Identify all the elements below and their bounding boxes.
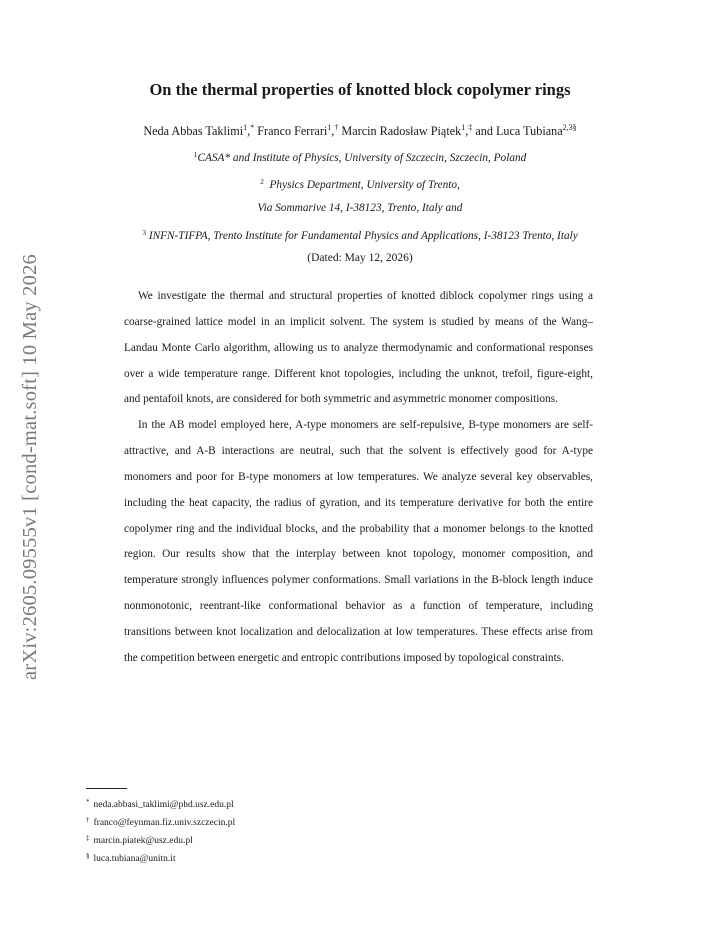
affiliation-number: 1 (193, 150, 198, 159)
footnote-email-link[interactable]: neda.abbasi_taklimi@phd.usz.edu.pl (93, 800, 234, 810)
author-footnote-mark: * (250, 123, 255, 132)
abstract-paragraph: In the AB model employed here, A-type monomers are self-repulsive, B-type monomers are self-attractive, and A-B interactions are neutral, such that the solvent is effectively good for A-type monomers and poor for B-type monomers at low temperatures. We analyze several key observables, including the heat capacity, the radius of gyration, and its temperature derivative for both the entire copolymer ring and the individual blocks, and the probability that a monomer belongs to the knotted region. Our results show that the interplay between knot topology, monomer composition, and temperature strongly influences polymer conformations. Small variations in the B-block length induce nonmonotonic, reentrant-like conformational behavior as a function of temperature, including transitions between knot localization and delocalization at low temperatures. These effects arise from the competition between energetic and entropic contributions imposed by topological constraints. (124, 419, 593, 664)
affiliation-1 (0, 150, 720, 164)
author-name: Neda Abbas Taklimi (143, 124, 244, 138)
author-list: Neda Abbas Taklimi$^1$,* Franco Ferrari$^1$,† Marcin Radosław Piątek$^1$,‡ and Luca Tubiana$^{2,3\S}$ (143, 123, 577, 138)
affiliation-2 (0, 177, 720, 191)
footnote-mark: § (86, 852, 90, 860)
footnote-rule (86, 788, 127, 789)
abstract-paragraph: We investigate the thermal and structural properties of knotted diblock copolymer rings using a coarse-grained lattice model in an implicit solvent. The system is studied by means of the Wang–Landau Monte Carlo algorithm, allowing us to analyze thermodynamic and conformational responses over a wide temperature range. Different knot topologies, including the unknot, trefoil, figure-eight, and pentafoil knots, are considered for both symmetric and asymmetric monomer compositions. (124, 290, 593, 406)
arxiv-identifier-stamp: arXiv:2605.09555v1 [cond-mat.soft] 10 May 2026 (19, 254, 41, 680)
author-name: Luca Tubiana (495, 124, 563, 138)
footnote (86, 829, 235, 847)
footnote-mark: † (86, 816, 90, 824)
author-affil-mark: 1 (461, 123, 466, 132)
footnote-mark: ‡ (86, 834, 90, 842)
footnote-email-link[interactable]: franco@feynman.fiz.univ.szczecin.pl (93, 818, 236, 828)
author-name: Marcin Radosław Piątek (341, 124, 462, 138)
footnote (86, 847, 235, 865)
author-footnote-mark: † (334, 123, 339, 132)
author-affil-mark: 1 (327, 123, 332, 132)
footnote-mark: * (86, 798, 90, 806)
paper-title: On the thermal properties of knotted block copolymer rings (149, 80, 571, 99)
author-footnote-mark: ‡ (468, 123, 473, 132)
affiliation-2-address: Via Sommarive 14, I-38123, Trento, Italy and (257, 202, 463, 214)
affiliation-3 (0, 228, 720, 242)
affiliation-text: Physics Department, University of Trento, (269, 179, 460, 191)
footnote-email-link[interactable]: luca.tubiana@unitn.it (93, 854, 176, 864)
author-affil-mark: 2,3§ (562, 123, 577, 132)
author-name: Franco Ferrari (257, 124, 328, 138)
affiliation-text: INFN-TIFPA, Trento Institute for Fundamental Physics and Applications, I-38123 Trento, Italy (148, 230, 578, 242)
affiliation-text: CASA* and Institute of Physics, University of Szczecin, Szczecin, Poland (197, 152, 527, 164)
affiliation-number: 3 (142, 228, 146, 237)
footnote (86, 811, 235, 829)
footnote-email-link[interactable]: marcin.piatek@usz.edu.pl (93, 836, 193, 846)
author-conjunction: and (475, 124, 493, 138)
footnotes (86, 793, 235, 865)
author-affil-mark: 1 (243, 123, 248, 132)
affiliation-number: 2 (260, 177, 264, 186)
date-line: (Dated: May 12, 2026) (307, 252, 413, 264)
footnote (86, 793, 235, 811)
abstract (124, 284, 593, 672)
